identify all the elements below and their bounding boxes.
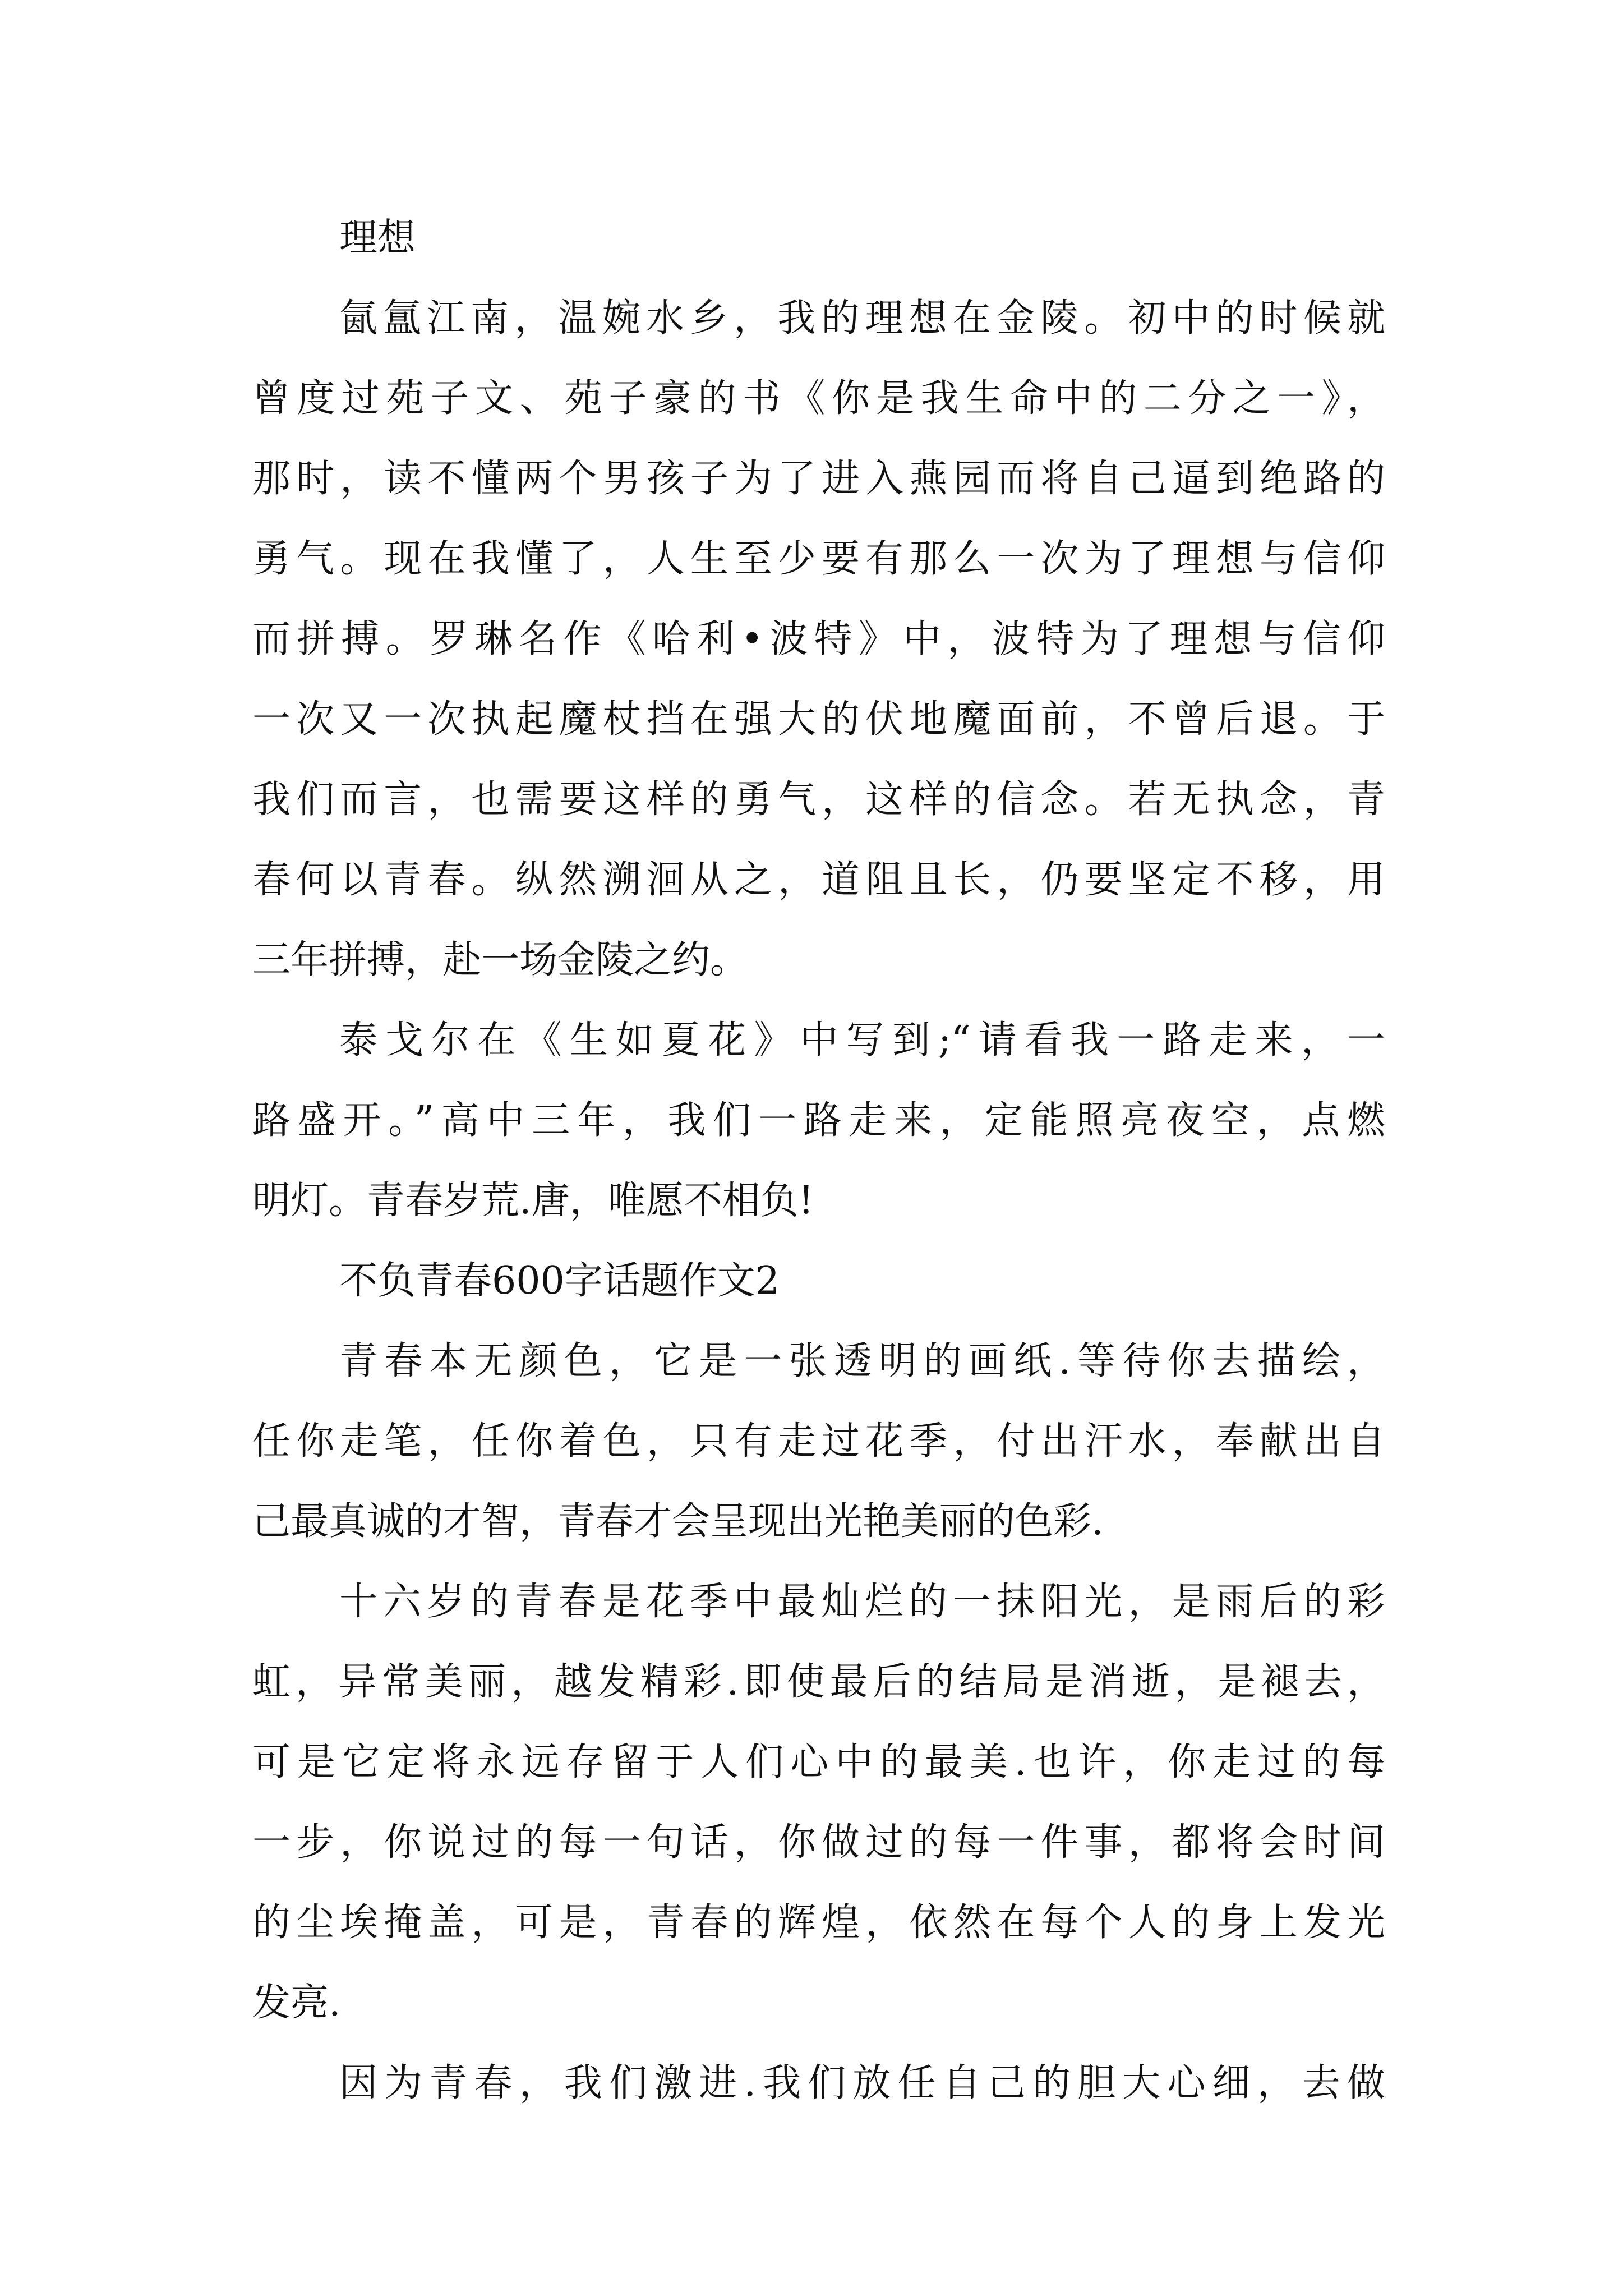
- text-line: 一次又一次执起魔杖挡在强大的伏地魔面前，不曾后退。于: [252, 697, 1385, 742]
- text-line: 发亮.: [252, 1981, 341, 2025]
- text-line: 一步，你说过的每一句话，你做过的每一件事，都将会时间: [252, 1820, 1385, 1865]
- text-line: 三年拼搏，赴一场金陵之约。: [252, 938, 749, 982]
- text-line: 因为青春，我们激进.我们放任自己的胆大心细，去做: [339, 2061, 1385, 2105]
- text-line: 那时，读不懂两个男孩子为了进入燕园而将自己逼到绝路的: [252, 457, 1385, 501]
- text-line: 虹，异常美丽，越发精彩.即使最后的结局是消逝，是褪去，: [252, 1660, 1385, 1704]
- text-line: 春何以青春。纵然溯洄从之，道阻且长，仍要坚定不移，用: [252, 858, 1385, 902]
- text-line: 青春本无颜色，它是一张透明的画纸.等待你去描绘，: [339, 1339, 1385, 1383]
- paragraph-heading: 理想: [339, 216, 416, 260]
- section-heading: 不负青春600字话题作文2: [339, 1259, 780, 1303]
- text-line: 可是它定将永远存留于人们心中的最美.也许，你走过的每: [252, 1740, 1385, 1784]
- text-line: 的尘埃掩盖，可是，青春的辉煌，依然在每个人的身上发光: [252, 1901, 1385, 1945]
- text-line: 我们而言，也需要这样的勇气，这样的信念。若无执念，青: [252, 777, 1385, 822]
- text-line: 明灯。青春岁荒.唐，唯愿不相负!: [252, 1179, 814, 1223]
- text-line: 而拼搏。罗琳名作《哈利•波特》中，波特为了理想与信仰: [252, 617, 1385, 661]
- text-line: 曾度过苑子文、苑子豪的书《你是我生命中的二分之一》，: [252, 376, 1385, 421]
- text-line: 己最真诚的才智，青春才会呈现出光艳美丽的色彩.: [252, 1499, 1104, 1544]
- text-line: 十六岁的青春是花季中最灿烂的一抹阳光，是雨后的彩: [339, 1580, 1385, 1624]
- text-line: 氤氲江南，温婉水乡，我的理想在金陵。初中的时候就: [339, 296, 1385, 341]
- text-line: 泰戈尔在《生如夏花》中写到;“请看我一路走来，一: [339, 1018, 1385, 1062]
- text-line: 任你走笔，任你着色，只有走过花季，付出汗水，奉献出自: [252, 1419, 1385, 1464]
- text-line: 路盛开。”高中三年，我们一路走来，定能照亮夜空，点燃: [252, 1098, 1385, 1143]
- text-line: 勇气。现在我懂了，人生至少要有那么一次为了理想与信仰: [252, 537, 1385, 581]
